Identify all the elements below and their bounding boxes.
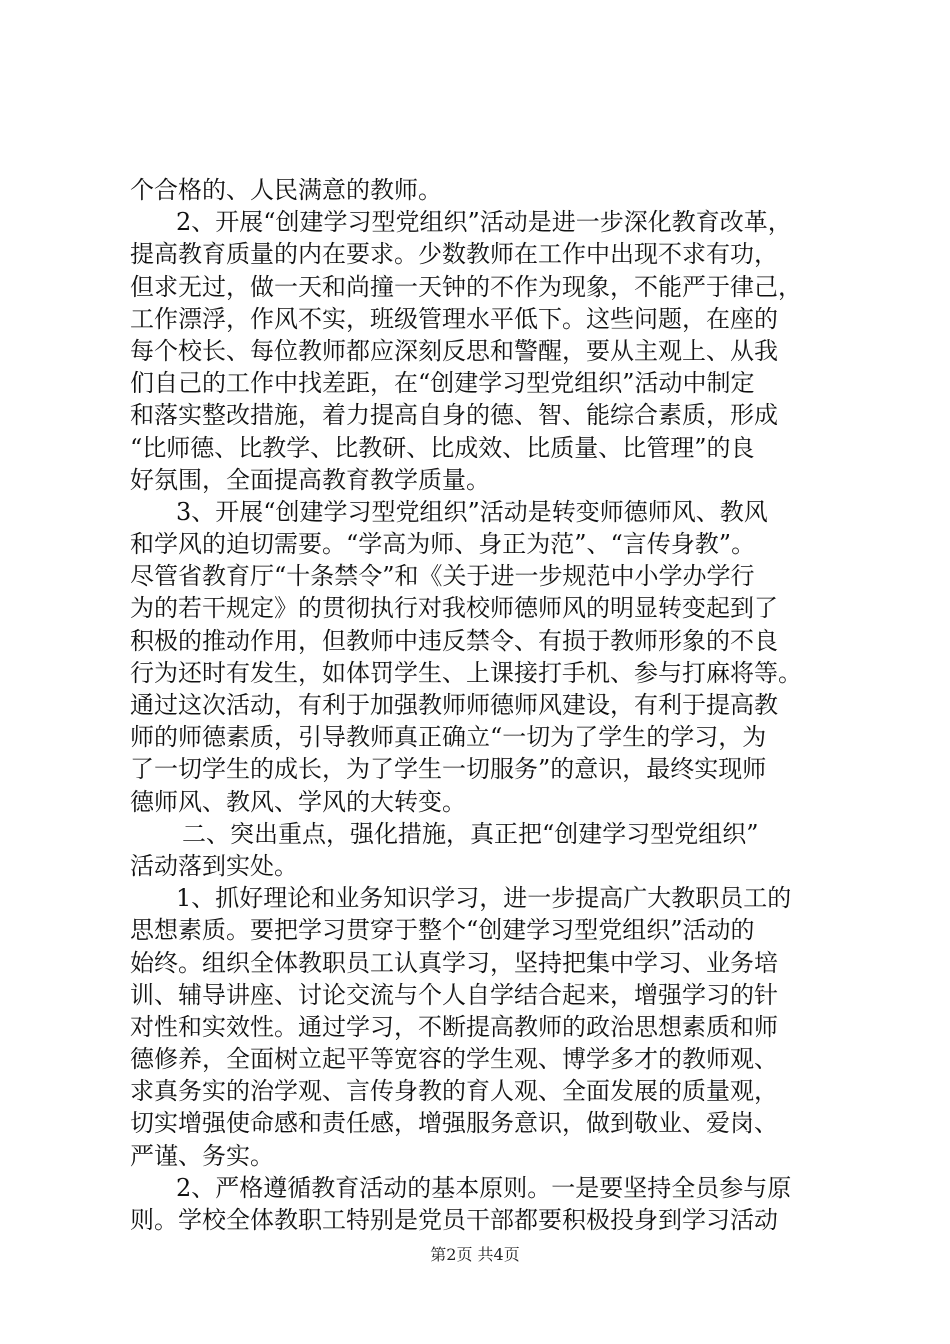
text-line: “比师德、比教学、比教研、比成效、比质量、比管理”的良 (130, 433, 755, 462)
text-line: 切实增强使命感和责任感，增强服务意识，做到敬业、爱岗、 (130, 1109, 778, 1138)
text-line: 行为还时有发生，如体罚学生、上课接打手机、参与打麻将等。 (130, 658, 802, 687)
text-line: 每个校长、每位教师都应深刻反思和警醒，要从主观上、从我 (130, 336, 778, 365)
text-line: 活动落到实处。 (130, 851, 298, 880)
text-line: 个合格的、人民满意的教师。 (130, 176, 442, 204)
page-footer: 第2页 共4页 (430, 1245, 520, 1264)
text-line: 为的若干规定》的贯彻执行对我校师德师风的明显转变起到了 (130, 594, 778, 623)
text-line: 训、辅导讲座、讨论交流与个人自学结合起来，增强学习的针 (130, 980, 778, 1009)
text-line: 尽管省教育厅“十条禁令”和《关于进一步规范中小学办学行 (130, 562, 755, 591)
text-line: 德师风、教风、学风的大转变。 (130, 787, 466, 816)
text-line: 始终。组织全体教职员工认真学习，坚持把集中学习、业务培 (130, 948, 778, 977)
text-line: 2、严格遵循教育活动的基本原则。一是要坚持全员参与原 (176, 1173, 792, 1202)
text-line: 师的师德素质，引导教师真正确立“一切为了学生的学习，为 (130, 723, 767, 752)
text-line: 3、开展“创建学习型党组织”活动是转变师德师风、教风 (176, 497, 768, 526)
text-line: 提高教育质量的内在要求。少数教师在工作中出现不求有功， (130, 240, 778, 269)
text-line: 了一切学生的成长，为了学生一切服务”的意识，最终实现师 (130, 755, 767, 784)
text-line: 积极的推动作用，但教师中违反禁令、有损于教师形象的不良 (130, 626, 778, 655)
text-line: 对性和实效性。通过学习，不断提高教师的政治思想素质和师 (130, 1012, 778, 1041)
text-line: 们自己的工作中找差距，在“创建学习型党组织”活动中制定 (130, 369, 755, 398)
text-line: 1、抓好理论和业务知识学习，进一步提高广大教职员工的 (176, 884, 792, 913)
text-line: 思想素质。要把学习贯穿于整个“创建学习型党组织”活动的 (130, 916, 755, 945)
text-line: 二、突出重点，强化措施，真正把“创建学习型党组织” (182, 819, 759, 848)
text-line: 2、开展“创建学习型党组织”活动是进一步深化教育改革， (176, 208, 792, 237)
document-body (130, 174, 850, 1236)
text-line: 和学风的迫切需要。“学高为师、身正为范”、“言传身教”。 (130, 530, 756, 559)
text-line: 和落实整改措施，着力提高自身的德、智、能综合素质，形成 (130, 401, 778, 430)
text-line: 严谨、务实。 (130, 1141, 274, 1170)
text-line: 通过这次活动，有利于加强教师师德师风建设，有利于提高教 (130, 691, 778, 719)
text-line: 但求无过，做一天和尚撞一天钟的不作为现象，不能严于律己， (130, 272, 802, 301)
text-line: 好氛围，全面提高教育教学质量。 (130, 465, 490, 494)
text-line: 则。学校全体教职工特别是党员干部都要积极投身到学习活动 (130, 1206, 778, 1234)
text-line: 工作漂浮，作风不实，班级管理水平低下。这些问题，在座的 (130, 304, 778, 333)
text-line: 德修养，全面树立起平等宽容的学生观、博学多才的教师观、 (130, 1045, 778, 1074)
text-line: 求真务实的治学观、言传身教的育人观、全面发展的质量观， (130, 1077, 778, 1106)
